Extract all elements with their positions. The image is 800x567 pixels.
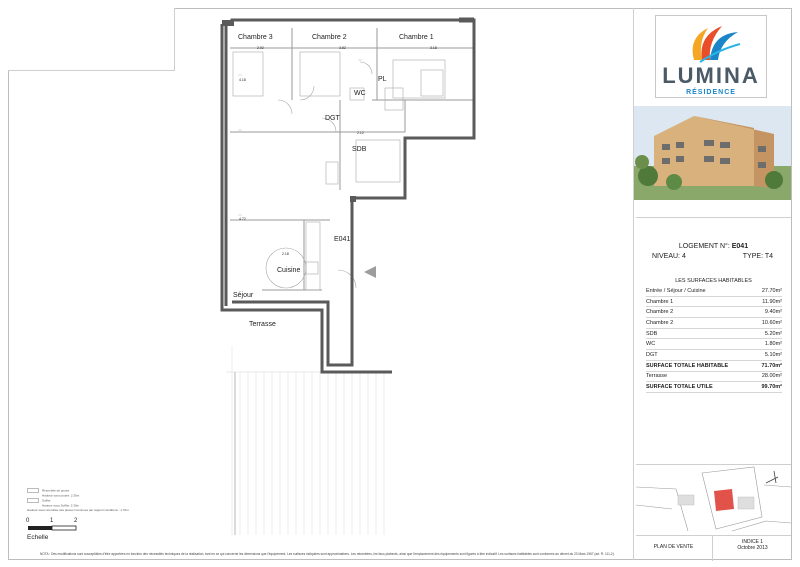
room-label-chambre-1: Chambre 1 [399, 34, 434, 41]
surface-row [646, 307, 782, 318]
room-label-cuisine: Cuisine [277, 267, 301, 274]
unit-info [636, 217, 791, 465]
surface-label: DGT [646, 350, 755, 361]
dimension-label: 3.18 [430, 46, 437, 50]
dimension-label: 2.92 [257, 46, 264, 50]
dimension-label: 4.18 [239, 78, 246, 82]
brand-subtitle: RÉSIDENCE [686, 89, 736, 96]
room-label-wc: WC [354, 90, 366, 97]
revision: INDICE 1 Octobre 2013 [737, 539, 768, 551]
room-label-lot: E041 [334, 236, 351, 243]
surface-value: 10.60m² [755, 318, 782, 329]
surfaces-title: LES SURFACES HABITABLES [675, 278, 752, 284]
room-label-dgt: DGT [325, 115, 340, 122]
surface-label: SDB [646, 328, 755, 339]
dimension-label: 2.12 [357, 131, 364, 135]
swirl-logo-icon [682, 20, 742, 64]
surface-row [646, 296, 782, 307]
surface-label: SURFACE TOTALE UTILE [646, 382, 755, 393]
legend-item: Soffite [27, 498, 129, 503]
surface-label: Terrasse [646, 371, 755, 382]
surface-row [646, 318, 782, 329]
scale-tick: 2 [74, 518, 78, 524]
legend-item: Hauteur sous retombée des pièces inconnues par rapport conditions : 1.70m [27, 508, 129, 512]
surface-value: 9.40m² [755, 307, 782, 318]
dimension-label: 4.72 [239, 217, 246, 221]
surface-row [646, 339, 782, 350]
surface-value: 5.10m² [755, 350, 782, 361]
surface-label: SURFACE TOTALE HABITABLE [646, 360, 755, 371]
surface-label: Chambre 2 [646, 318, 755, 329]
surface-value: 1.80m² [755, 339, 782, 350]
room-label-terrasse: Terrasse [249, 321, 276, 328]
dimension-label: 2.18 [282, 252, 289, 256]
scale-tick: 1 [50, 518, 54, 524]
scale-tick: 0 [26, 518, 30, 524]
brand-logo [655, 15, 767, 98]
surface-label: Entrée / Séjour / Cuisine [646, 286, 755, 296]
surface-label: Chambre 1 [646, 296, 755, 307]
surface-row [646, 328, 782, 339]
surface-value: 27.70m² [755, 286, 782, 296]
surface-value: 11.90m² [755, 296, 782, 307]
surface-row [646, 382, 782, 393]
surface-label: WC [646, 339, 755, 350]
surfaces-table [646, 286, 782, 393]
legend-item: Retombée de poutre [27, 488, 129, 493]
brand-name: LUMINA [662, 63, 760, 88]
room-label-sdb: SDB [352, 146, 367, 153]
surface-value: 5.20m² [755, 328, 782, 339]
legend-item: Hauteur sous Soffite: 2.30m [42, 503, 80, 508]
unit-type: TYPE: T4 [742, 253, 773, 260]
surface-row [646, 360, 782, 371]
room-label-pl: PL [378, 76, 387, 83]
surface-value: 99.70m² [755, 382, 782, 393]
surface-label: Chambre 2 [646, 307, 755, 318]
room-label-chambre-3: Chambre 3 [238, 34, 273, 41]
footnote: NOTA : Des modifications sont susceptibles d'être apportées en fonction des nécessités techniques de la réalisation, tant en ce qui concerne les dimensions que l'équipement. Les surfaces indiquées sont approximatives. Les retombées, les faux-plafonds, ainsi que l'emplacement des équipements sont figurés à titre indicatif. Les surfaces habitables sont conformes au décret du 23 Mars 1967 (art. R. 111-2). [40, 552, 615, 556]
title-block-footer [636, 535, 791, 560]
dimension-label: 3.82 [339, 46, 346, 50]
lot-number: LOGEMENT N°: E041 [678, 243, 749, 250]
north-arrow-icon [766, 471, 778, 483]
surface-row [646, 371, 782, 382]
room-label-sejour: Séjour [233, 292, 254, 299]
plan-type: PLAN DE VENTE [653, 544, 694, 550]
scale-label: Echelle [27, 534, 49, 541]
legend-item: Hauteur sous poutre: 2.30m [42, 493, 80, 498]
surface-value: 71.70m² [755, 360, 782, 371]
surface-row [646, 350, 782, 361]
building-rendering [634, 106, 791, 200]
surface-value: 28.00m² [755, 371, 782, 382]
site-plan [636, 465, 791, 535]
surface-row [646, 286, 782, 296]
room-label-chambre-2: Chambre 2 [312, 34, 347, 41]
floor-level: NIVEAU: 4 [652, 253, 686, 260]
